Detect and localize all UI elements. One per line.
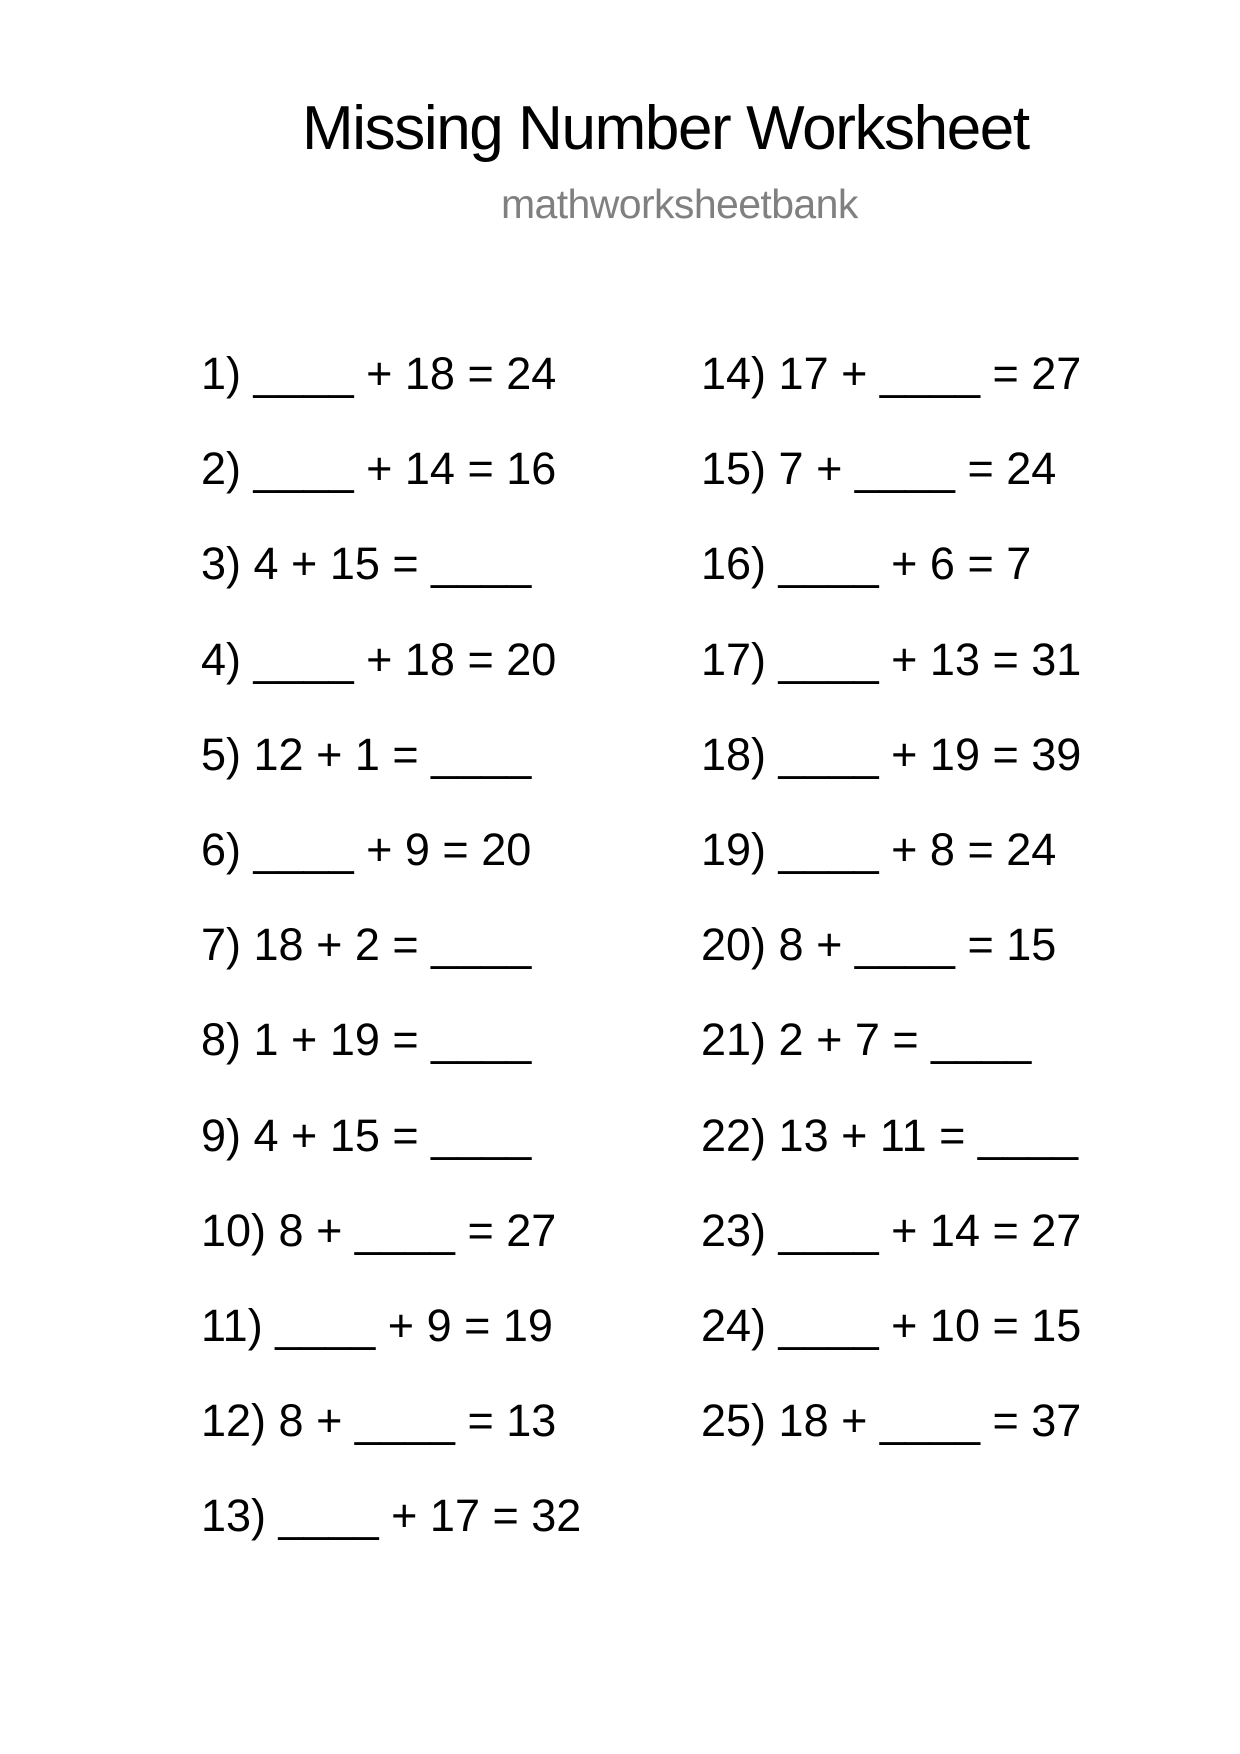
problem-5: 5) 12 + 1 = ____ — [201, 729, 532, 780]
problem-23: 23) ____ + 14 = 27 — [701, 1205, 1082, 1256]
problem-14: 14) 17 + ____ = 27 — [701, 348, 1082, 399]
problem-8: 8) 1 + 19 = ____ — [201, 1014, 532, 1065]
problem-17: 17) ____ + 13 = 31 — [701, 634, 1082, 685]
problem-11: 11) ____ + 9 = 19 — [201, 1300, 553, 1351]
worksheet-title: Missing Number Worksheet — [302, 94, 1029, 163]
problem-10: 10) 8 + ____ = 27 — [201, 1205, 557, 1256]
problem-22: 22) 13 + 11 = ____ — [701, 1110, 1078, 1161]
problem-3: 3) 4 + 15 = ____ — [201, 538, 532, 589]
problem-20: 20) 8 + ____ = 15 — [701, 919, 1057, 970]
problem-9: 9) 4 + 15 = ____ — [201, 1110, 532, 1161]
problem-4: 4) ____ + 18 = 20 — [201, 634, 557, 685]
problem-24: 24) ____ + 10 = 15 — [701, 1300, 1082, 1351]
problem-13: 13) ____ + 17 = 32 — [201, 1490, 582, 1541]
problem-21: 21) 2 + 7 = ____ — [701, 1014, 1032, 1065]
worksheet-source: mathworksheetbank — [501, 181, 858, 227]
problem-25: 25) 18 + ____ = 37 — [701, 1395, 1082, 1446]
problem-6: 6) ____ + 9 = 20 — [201, 824, 532, 875]
problem-7: 7) 18 + 2 = ____ — [201, 919, 532, 970]
problem-16: 16) ____ + 6 = 7 — [701, 538, 1032, 589]
problem-1: 1) ____ + 18 = 24 — [201, 348, 557, 399]
problem-18: 18) ____ + 19 = 39 — [701, 729, 1082, 780]
problem-2: 2) ____ + 14 = 16 — [201, 443, 557, 494]
problem-12: 12) 8 + ____ = 13 — [201, 1395, 557, 1446]
problem-19: 19) ____ + 8 = 24 — [701, 824, 1057, 875]
problem-15: 15) 7 + ____ = 24 — [701, 443, 1057, 494]
